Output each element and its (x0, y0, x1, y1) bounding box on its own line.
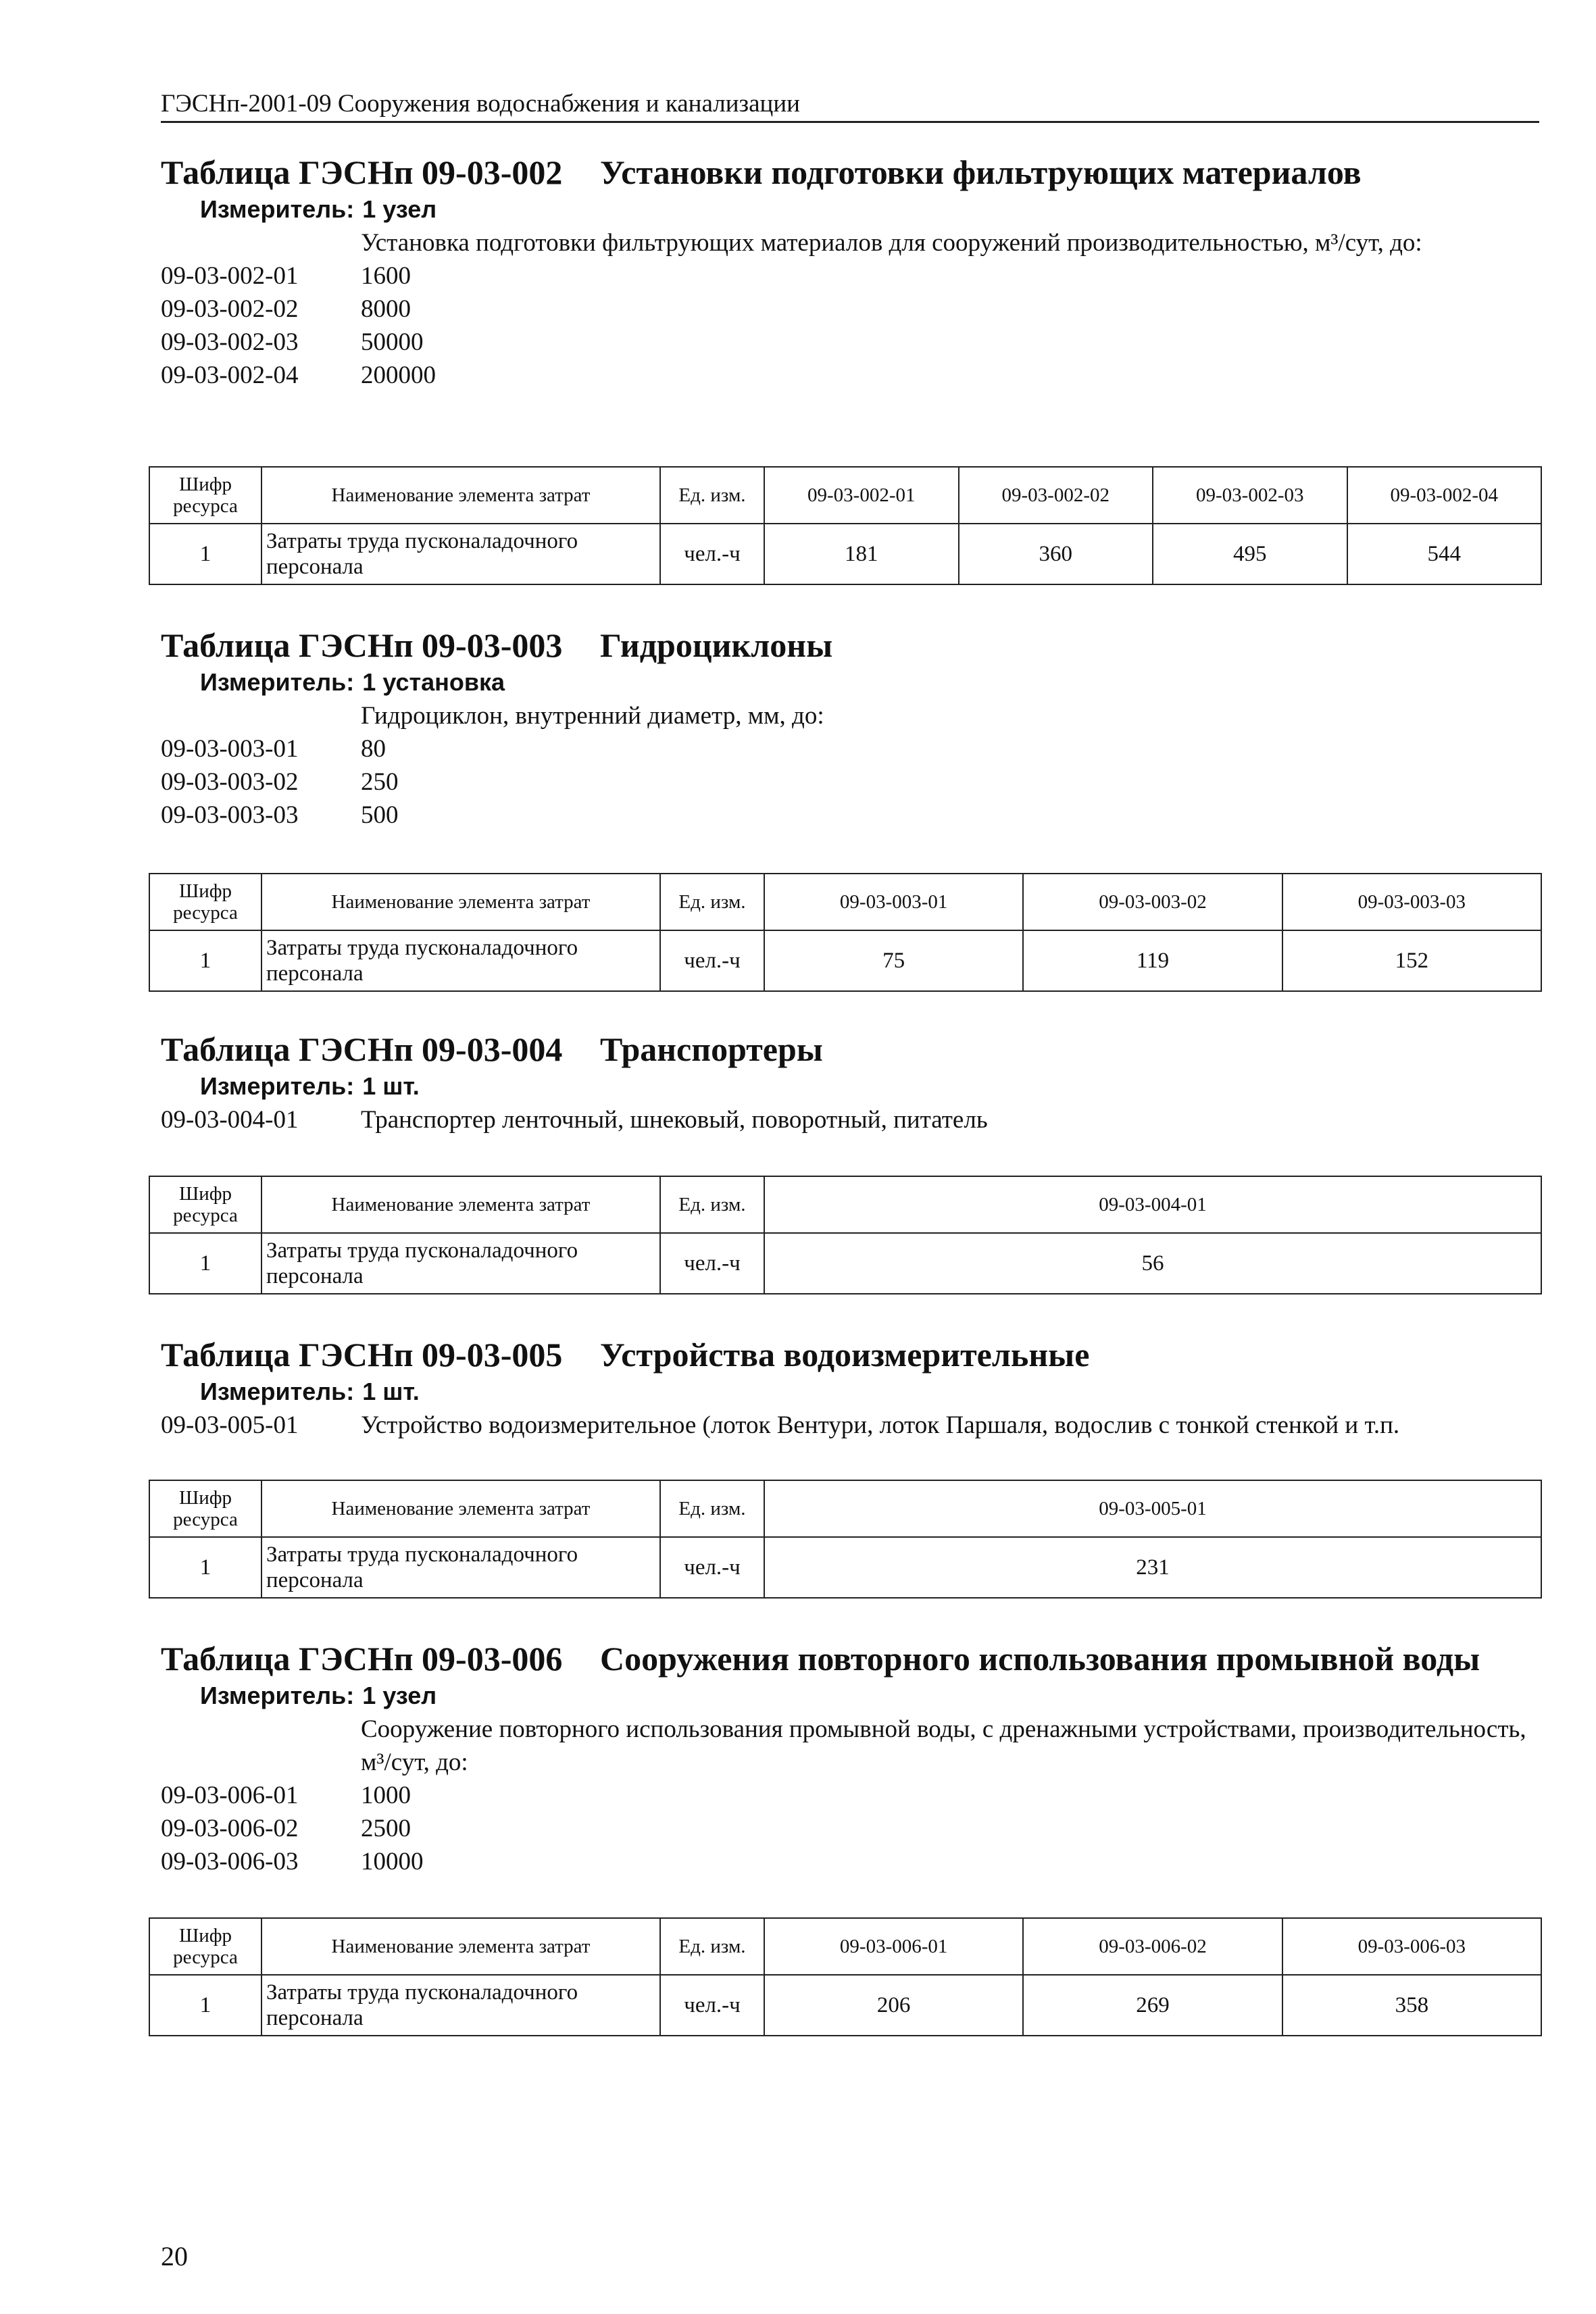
item-value: 200000 (361, 361, 436, 389)
item-code: 09-03-002-04 (161, 361, 299, 389)
table-header-row (149, 1176, 1541, 1233)
col-code: 09-03-003-03 (1282, 874, 1541, 930)
col-code: 09-03-004-01 (764, 1176, 1541, 1233)
cell-shifr: 1 (149, 524, 261, 584)
col-code: 09-03-003-02 (1023, 874, 1282, 930)
col-shifr: Шифр ресурса (149, 1176, 261, 1233)
item-value: Транспортер ленточный, шнековый, поворотный, питатель (361, 1106, 988, 1134)
measure-label: Измеритель: (200, 668, 355, 696)
col-name: Наименование элемента затрат (261, 1480, 660, 1537)
cell-name: Затраты труда пусконаладочного персонала (261, 1233, 660, 1294)
col-name: Наименование элемента затрат (261, 874, 660, 930)
list-item (161, 1812, 1539, 1845)
item-code: 09-03-002-01 (161, 262, 299, 290)
list-item (161, 293, 1539, 326)
measure-value: 1 шт. (362, 1378, 420, 1405)
item-value: Устройство водоизмерительное (лоток Вентури, лоток Паршаля, водослив с тонкой стенкой и т.п. (361, 1411, 1400, 1439)
list-item (161, 259, 1539, 293)
table-row (149, 524, 1541, 584)
measure (200, 665, 1539, 699)
col-code: 09-03-006-01 (764, 1918, 1023, 1975)
description: Установка подготовки фильтрующих материалов для сооружений производительностью, м³/сут, до: (361, 229, 1422, 257)
col-name: Наименование элемента затрат (261, 467, 660, 524)
measure-value: 1 узел (362, 195, 437, 223)
col-code: 09-03-002-02 (959, 467, 1153, 524)
table-code: Таблица ГЭСНп 09-03-002 (161, 153, 563, 191)
col-unit: Ед. изм. (660, 1918, 764, 1975)
table-code: Таблица ГЭСНп 09-03-005 (161, 1336, 563, 1374)
measure-label: Измеритель: (200, 1378, 355, 1405)
list-item (161, 765, 1539, 799)
cell-value: 119 (1023, 930, 1282, 991)
table-code: Таблица ГЭСНп 09-03-003 (161, 626, 563, 664)
cell-unit: чел.-ч (660, 930, 764, 991)
cell-value: 75 (764, 930, 1023, 991)
cell-value: 152 (1282, 930, 1541, 991)
list-item (161, 799, 1539, 832)
item-value: 2500 (361, 1815, 411, 1842)
cell-value: 206 (764, 1975, 1023, 2036)
table-header-row (149, 467, 1541, 524)
item-value: 80 (361, 735, 386, 763)
section-09-03-003 (161, 625, 1539, 832)
cell-value: 360 (959, 524, 1153, 584)
item-code: 09-03-003-01 (161, 735, 299, 763)
list-item (161, 1779, 1539, 1812)
measure-value: 1 установка (362, 668, 505, 696)
resource-table-09-03-004 (149, 1176, 1542, 1294)
cell-shifr: 1 (149, 1537, 261, 1598)
measure (200, 1070, 1539, 1103)
table-code: Таблица ГЭСНп 09-03-006 (161, 1640, 563, 1678)
col-code: 09-03-002-04 (1347, 467, 1542, 524)
table-code: Таблица ГЭСНп 09-03-004 (161, 1030, 563, 1068)
cell-value: 495 (1153, 524, 1347, 584)
table-header-row (149, 1918, 1541, 1975)
running-header: ГЭСНп-2001-09 Сооружения водоснабжения и канализации (161, 89, 1539, 123)
col-unit: Ед. изм. (660, 874, 764, 930)
resource-table-09-03-006 (149, 1917, 1542, 2036)
item-value: 1000 (361, 1782, 411, 1809)
list-item (161, 1103, 1539, 1136)
table-title: Установки подготовки фильтрующих материалов (600, 153, 1362, 191)
cell-value: 544 (1347, 524, 1542, 584)
cell-name: Затраты труда пусконаладочного персонала (261, 930, 660, 991)
measure (200, 193, 1539, 226)
measure (200, 1679, 1539, 1713)
list-item (161, 359, 1539, 392)
col-shifr: Шифр ресурса (149, 874, 261, 930)
section-title (161, 1334, 1539, 1375)
item-value: 1600 (361, 262, 411, 290)
measure (200, 1375, 1539, 1409)
measure-label: Измеритель: (200, 195, 355, 223)
cell-unit: чел.-ч (660, 1975, 764, 2036)
item-code: 09-03-006-02 (161, 1815, 299, 1842)
item-code: 09-03-002-03 (161, 328, 299, 356)
col-shifr: Шифр ресурса (149, 467, 261, 524)
list-item (161, 1845, 1539, 1878)
col-unit: Ед. изм. (660, 1480, 764, 1537)
col-code: 09-03-003-01 (764, 874, 1023, 930)
cell-shifr: 1 (149, 1233, 261, 1294)
item-code: 09-03-006-03 (161, 1848, 299, 1876)
resource-table-09-03-003 (149, 873, 1542, 992)
col-name: Наименование элемента затрат (261, 1176, 660, 1233)
table-title: Устройства водоизмерительные (600, 1336, 1090, 1374)
cell-name: Затраты труда пусконаладочного персонала (261, 1975, 660, 2036)
cell-shifr: 1 (149, 930, 261, 991)
section-09-03-004 (161, 1029, 1539, 1136)
description: Сооружение повторного использования промывной воды, с дренажными устройствами, производительность, м³/сут, до: (361, 1715, 1526, 1776)
col-unit: Ед. изм. (660, 1176, 764, 1233)
item-value: 250 (361, 768, 399, 796)
cell-value: 269 (1023, 1975, 1282, 2036)
description: Гидроциклон, внутренний диаметр, мм, до: (361, 702, 824, 730)
section-09-03-002 (161, 152, 1539, 392)
table-title: Гидроциклоны (600, 626, 833, 664)
list-item (161, 326, 1539, 359)
table-header-row (149, 874, 1541, 930)
cell-value: 358 (1282, 1975, 1541, 2036)
item-code: 09-03-003-03 (161, 801, 299, 829)
list-item (161, 732, 1539, 765)
col-unit: Ед. изм. (660, 467, 764, 524)
measure-label: Измеритель: (200, 1072, 355, 1100)
page-number: 20 (161, 2241, 188, 2271)
table-row (149, 1233, 1541, 1294)
item-code: 09-03-004-01 (161, 1106, 299, 1134)
section-09-03-005 (161, 1334, 1539, 1442)
cell-shifr: 1 (149, 1975, 261, 2036)
cell-value: 181 (764, 524, 959, 584)
cell-unit: чел.-ч (660, 524, 764, 584)
col-code: 09-03-006-03 (1282, 1918, 1541, 1975)
item-value: 50000 (361, 328, 424, 356)
section-title (161, 1029, 1539, 1070)
section-09-03-006 (161, 1638, 1539, 1878)
list-item (161, 1409, 1539, 1442)
measure-label: Измеритель: (200, 1682, 355, 1709)
col-code: 09-03-002-03 (1153, 467, 1347, 524)
measure-value: 1 шт. (362, 1072, 420, 1100)
col-shifr: Шифр ресурса (149, 1480, 261, 1537)
col-shifr: Шифр ресурса (149, 1918, 261, 1975)
col-code: 09-03-002-01 (764, 467, 959, 524)
cell-value: 56 (764, 1233, 1541, 1294)
cell-unit: чел.-ч (660, 1537, 764, 1598)
cell-unit: чел.-ч (660, 1233, 764, 1294)
cell-name: Затраты труда пусконаладочного персонала (261, 1537, 660, 1598)
table-header-row (149, 1480, 1541, 1537)
cell-name: Затраты труда пусконаладочного персонала (261, 524, 660, 584)
table-row (149, 930, 1541, 991)
item-code: 09-03-003-02 (161, 768, 299, 796)
section-title (161, 625, 1539, 665)
table-row (149, 1975, 1541, 2036)
item-value: 8000 (361, 295, 411, 323)
col-name: Наименование элемента затрат (261, 1918, 660, 1975)
section-title (161, 1638, 1539, 1679)
item-code: 09-03-005-01 (161, 1411, 299, 1439)
measure-value: 1 узел (362, 1682, 437, 1709)
cell-value: 231 (764, 1537, 1541, 1598)
table-row (149, 1537, 1541, 1598)
resource-table-09-03-002 (149, 466, 1542, 585)
item-value: 10000 (361, 1848, 424, 1876)
item-code: 09-03-006-01 (161, 1782, 299, 1809)
section-title (161, 152, 1539, 193)
table-title: Транспортеры (600, 1030, 823, 1068)
resource-table-09-03-005 (149, 1480, 1542, 1599)
item-value: 500 (361, 801, 399, 829)
col-code: 09-03-006-02 (1023, 1918, 1282, 1975)
table-title: Сооружения повторного использования промывной воды (600, 1640, 1480, 1678)
col-code: 09-03-005-01 (764, 1480, 1541, 1537)
item-code: 09-03-002-02 (161, 295, 299, 323)
